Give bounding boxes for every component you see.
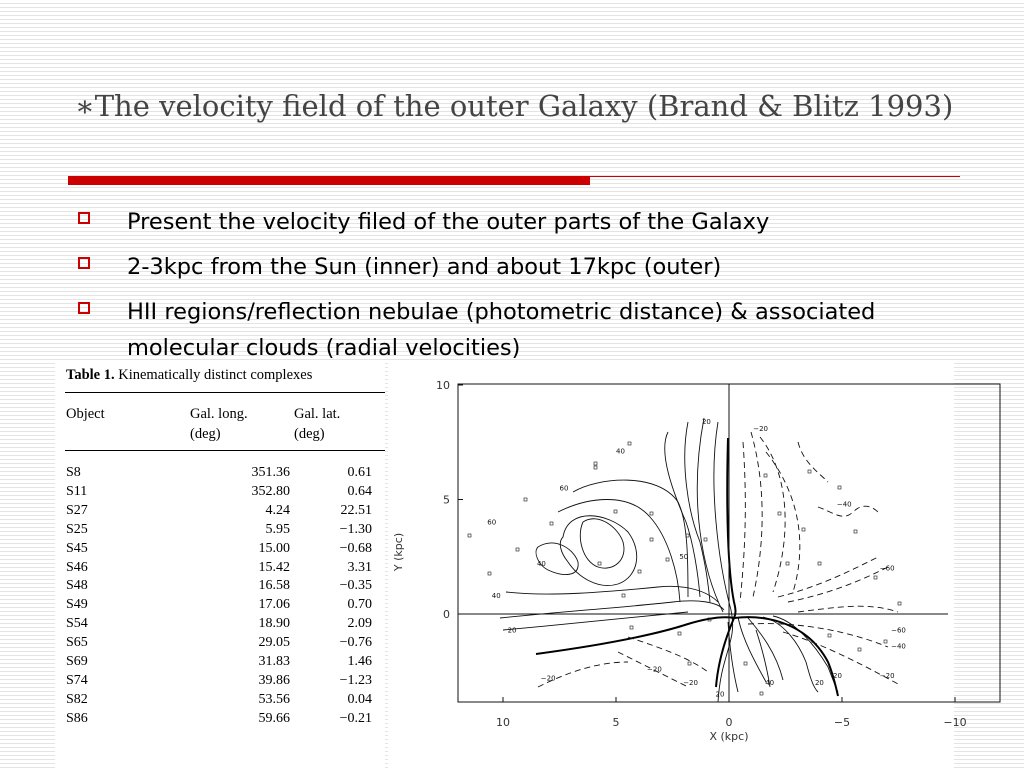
longitude-cell: 31.83 — [258, 654, 290, 669]
contour-label: 40 — [491, 591, 501, 600]
bullet-text: HII regions/reflection nebulae (photometric distance) & associated molecular clouds (radial velocities) — [127, 299, 876, 361]
table-row — [55, 654, 385, 672]
velocity-field-svg — [388, 362, 967, 768]
source-marker — [666, 558, 669, 561]
title-accent-line — [590, 176, 960, 177]
y-tick-label: 0 — [443, 608, 450, 621]
latitude-cell: 0.64 — [347, 483, 372, 499]
object-cell: S74 — [66, 672, 88, 688]
source-marker — [898, 602, 901, 605]
table-row — [55, 616, 385, 634]
table-row — [55, 597, 385, 615]
contour-label: 20 — [814, 678, 824, 687]
table-row — [55, 673, 385, 691]
latitude-cell: −1.30 — [339, 521, 372, 537]
bullet-item — [74, 294, 974, 366]
contour-label: −60 — [891, 626, 906, 635]
source-marker — [704, 538, 707, 541]
longitude-cell: 351.36 — [251, 465, 290, 480]
contour-label: 40 — [616, 447, 625, 456]
contour-label: −60 — [879, 564, 895, 573]
latitude-cell: 2.09 — [347, 616, 372, 632]
source-marker — [488, 572, 491, 575]
source-marker — [524, 498, 527, 501]
object-cell: S46 — [66, 559, 88, 575]
zero-velocity-contour — [536, 438, 838, 699]
source-marker — [884, 640, 887, 643]
square-bullet-icon — [78, 302, 90, 314]
latitude-cell: 22.51 — [340, 502, 372, 518]
contour-label: −20 — [647, 665, 662, 674]
object-cell: S65 — [66, 635, 88, 651]
slide-title: ∗The velocity field of the outer Galaxy (Brand & Blitz 1993) — [75, 89, 954, 123]
object-cell: S25 — [66, 521, 88, 537]
longitude-cell: 53.56 — [258, 691, 290, 707]
contour-label: 20 — [507, 626, 517, 635]
object-cell: S54 — [66, 616, 88, 632]
source-marker — [638, 570, 641, 573]
source-marker — [802, 528, 805, 531]
source-marker — [854, 530, 857, 533]
table-row — [55, 541, 385, 559]
longitude-cell: 15.00 — [258, 540, 290, 556]
source-marker — [650, 512, 653, 515]
header-latitude: Gal. lat. (deg) — [294, 406, 341, 442]
table-row — [55, 578, 385, 596]
latitude-cell: 1.46 — [347, 654, 372, 669]
source-marker — [858, 648, 861, 651]
y-axis-label: Y (kpc) — [392, 532, 405, 572]
source-marker — [598, 562, 601, 565]
contour-label: −20 — [879, 672, 895, 681]
source-marker — [628, 442, 631, 445]
source-markers — [468, 442, 901, 695]
source-marker — [764, 474, 767, 477]
source-marker — [516, 548, 519, 551]
bullet-text: Present the velocity filed of the outer parts of the Galaxy — [127, 209, 770, 235]
contour-label: −20 — [540, 674, 556, 683]
source-marker — [650, 538, 653, 541]
object-cell: S45 — [66, 540, 88, 556]
source-marker — [874, 576, 877, 579]
object-cell: S69 — [66, 654, 88, 669]
x-tick-label: 0 — [725, 716, 733, 729]
source-marker — [630, 626, 633, 629]
x-axis-label: X (kpc) — [709, 730, 749, 743]
latitude-cell: 0.04 — [347, 691, 372, 707]
source-marker — [468, 534, 471, 537]
square-bullet-icon — [78, 212, 90, 224]
source-marker — [786, 562, 789, 565]
source-marker — [828, 634, 831, 637]
x-tick-label: −10 — [943, 716, 967, 729]
table-label: Table 1. — [66, 367, 115, 383]
table-header-rule — [65, 450, 385, 451]
longitude-cell: 5.95 — [265, 521, 290, 537]
table-row — [55, 711, 385, 729]
contour-label: 40 — [536, 559, 546, 568]
contour-label: 50 — [679, 553, 689, 562]
latitude-cell: −0.35 — [339, 578, 372, 594]
source-marker — [614, 510, 617, 513]
longitude-cell: 59.66 — [258, 710, 290, 726]
source-marker — [778, 512, 781, 515]
table-top-rule — [65, 392, 385, 393]
latitude-cell: 0.70 — [347, 597, 372, 613]
source-marker — [622, 594, 625, 597]
source-marker — [594, 462, 597, 465]
bullet-list — [74, 204, 974, 375]
object-cell: S86 — [66, 710, 88, 726]
object-cell: S8 — [66, 465, 81, 480]
contour-label: 60 — [487, 518, 497, 527]
longitude-cell: 18.90 — [258, 616, 290, 632]
x-tick-label: 5 — [612, 716, 620, 729]
contour-label: 20 — [833, 672, 842, 681]
source-marker — [744, 662, 747, 665]
source-marker — [678, 632, 681, 635]
square-bullet-icon — [78, 257, 90, 269]
table-row — [55, 522, 385, 540]
contour-label: 40 — [765, 678, 775, 687]
title-accent-bar — [68, 176, 590, 185]
bullet-item — [74, 204, 974, 240]
longitude-cell: 29.05 — [258, 635, 290, 651]
latitude-cell: −1.23 — [339, 672, 372, 688]
table-row — [55, 465, 385, 483]
object-cell: S49 — [66, 597, 88, 613]
object-cell: S11 — [66, 483, 88, 499]
contour-label: 20 — [715, 690, 725, 699]
table-title — [66, 367, 312, 384]
longitude-cell: 39.86 — [258, 672, 290, 688]
longitude-cell: 4.24 — [265, 502, 290, 518]
longitude-cell: 15.42 — [258, 559, 290, 575]
latitude-cell: 0.61 — [347, 465, 372, 480]
object-cell: S82 — [66, 691, 88, 707]
source-marker — [818, 562, 821, 565]
contour-label: −20 — [683, 678, 698, 687]
object-cell: S27 — [66, 502, 88, 518]
y-tick-label: 5 — [443, 493, 450, 507]
complexes-table — [55, 362, 385, 768]
y-tick-label: 10 — [436, 379, 450, 392]
contour-label: 20 — [701, 417, 711, 426]
latitude-cell: −0.76 — [339, 635, 372, 651]
source-marker — [760, 692, 763, 695]
latitude-cell: −0.21 — [339, 710, 372, 726]
table-row — [55, 560, 385, 578]
bullet-item — [74, 249, 974, 285]
longitude-cell: 17.06 — [258, 597, 290, 613]
header-longitude: Gal. long. (deg) — [190, 406, 248, 442]
contour-label: −40 — [836, 500, 852, 509]
x-tick-label: −5 — [833, 716, 851, 729]
negative-velocity-contours — [538, 432, 898, 687]
source-marker — [594, 466, 597, 469]
table-caption: Kinematically distinct complexes — [118, 367, 313, 383]
object-cell: S48 — [66, 578, 88, 594]
source-marker — [808, 470, 811, 473]
contour-label: −20 — [753, 424, 769, 433]
x-tick-label: 10 — [496, 716, 510, 729]
table-row — [55, 484, 385, 502]
velocity-field-plot — [388, 362, 967, 768]
bullet-text: 2-3kpc from the Sun (inner) and about 17kpc (outer) — [127, 254, 722, 280]
table-row — [55, 503, 385, 521]
source-marker — [838, 486, 841, 489]
source-marker — [550, 522, 553, 525]
contour-label: −40 — [891, 642, 906, 651]
longitude-cell: 352.80 — [251, 483, 290, 499]
table-row — [55, 635, 385, 653]
table-row — [55, 692, 385, 710]
latitude-cell: −0.68 — [339, 540, 372, 556]
source-marker — [688, 662, 691, 665]
longitude-cell: 16.58 — [258, 578, 290, 594]
header-object: Object — [66, 406, 105, 422]
latitude-cell: 3.31 — [347, 559, 372, 575]
contour-label: 60 — [559, 484, 569, 493]
